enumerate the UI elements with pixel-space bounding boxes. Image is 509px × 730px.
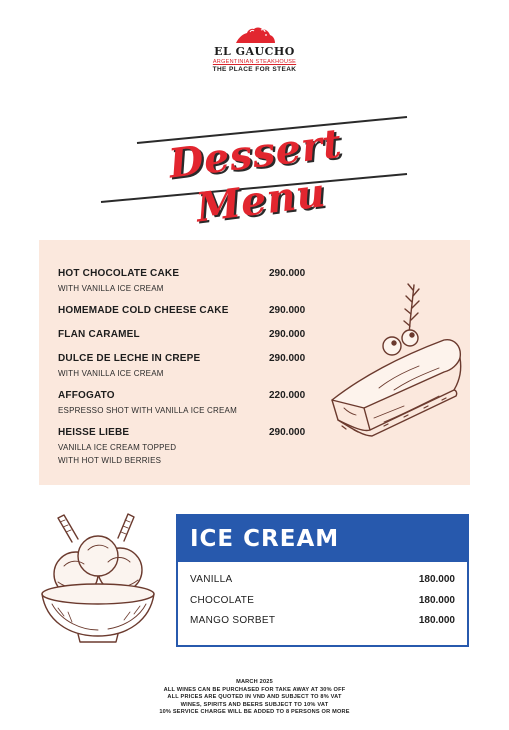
ice-cream-price: 180.000 [418, 574, 455, 585]
item-price: 290.000 [269, 268, 306, 279]
item-price: 220.000 [269, 390, 306, 401]
ice-cream-header [178, 516, 467, 562]
item-description: WITH VANILLA ICE CREAM [58, 369, 164, 378]
item-description: VANILLA ICE CREAM TOPPED [58, 443, 177, 452]
brand-name: EL GAUCHO [214, 45, 295, 58]
ice-cream-name: CHOCOLATE [190, 595, 255, 606]
ice-cream-price: 180.000 [418, 615, 455, 626]
ice-cream-title: ICE CREAM [190, 526, 340, 552]
footer-date: MARCH 2025 [236, 679, 273, 685]
brand-tagline: THE PLACE FOR STEAK [212, 66, 297, 73]
footer-note: ALL WINES CAN BE PURCHASED FOR TAKE AWAY AT 30% OFF [163, 686, 346, 693]
item-description-line2: WITH HOT WILD BERRIES [58, 456, 162, 465]
menu-item [58, 268, 338, 295]
item-name: HOMEMADE COLD CHEESE CAKE [58, 305, 229, 316]
ice-cream-row [190, 615, 455, 626]
item-description: ESPRESSO SHOT WITH VANILLA ICE CREAM [58, 406, 237, 415]
menu-item [58, 427, 338, 467]
menu-item [58, 353, 338, 380]
item-price: 290.000 [269, 305, 306, 316]
item-price: 290.000 [269, 329, 306, 340]
footer-note: ALL PRICES ARE QUOTED IN VND AND SUBJECT TO 8% VAT [167, 694, 342, 700]
item-price: 290.000 [269, 353, 306, 364]
ice-cream-name: MANGO SORBET [190, 615, 276, 626]
item-name: AFFOGATO [58, 390, 115, 401]
menu-item [58, 329, 338, 340]
footer-note: WINES, SPIRITS AND BEERS SUBJECT TO 10% VAT [180, 701, 329, 708]
menu-item [58, 305, 338, 316]
brand-subtitle: ARGENTINIAN STEAKHOUSE [212, 59, 297, 65]
brand-logo [0, 26, 509, 73]
bull-logo-icon [233, 26, 277, 44]
item-name: DULCE DE LECHE IN CREPE [58, 353, 201, 364]
footer-note: 10% SERVICE CHARGE WILL BE ADDED TO 8 PERSONS OR MORE [159, 709, 350, 715]
ice-cream-row [190, 595, 455, 606]
cheesecake-illustration [324, 280, 464, 445]
menu-item [58, 390, 338, 417]
item-price: 290.000 [269, 427, 306, 438]
item-description: WITH VANILLA ICE CREAM [58, 284, 164, 293]
item-name: HOT CHOCOLATE CAKE [58, 268, 180, 279]
menu-title: Dessert Menu [166, 119, 345, 232]
dessert-panel [39, 240, 470, 485]
menu-title-block [95, 110, 415, 232]
ice-cream-box [176, 514, 469, 647]
footer-notes [0, 679, 509, 717]
ice-cream-bowl-illustration [38, 512, 168, 647]
item-name: FLAN CARAMEL [58, 329, 140, 340]
ice-cream-price: 180.000 [418, 595, 455, 606]
item-name: HEISSE LIEBE [58, 427, 130, 438]
ice-cream-row [190, 574, 455, 585]
ice-cream-name: VANILLA [190, 574, 233, 585]
